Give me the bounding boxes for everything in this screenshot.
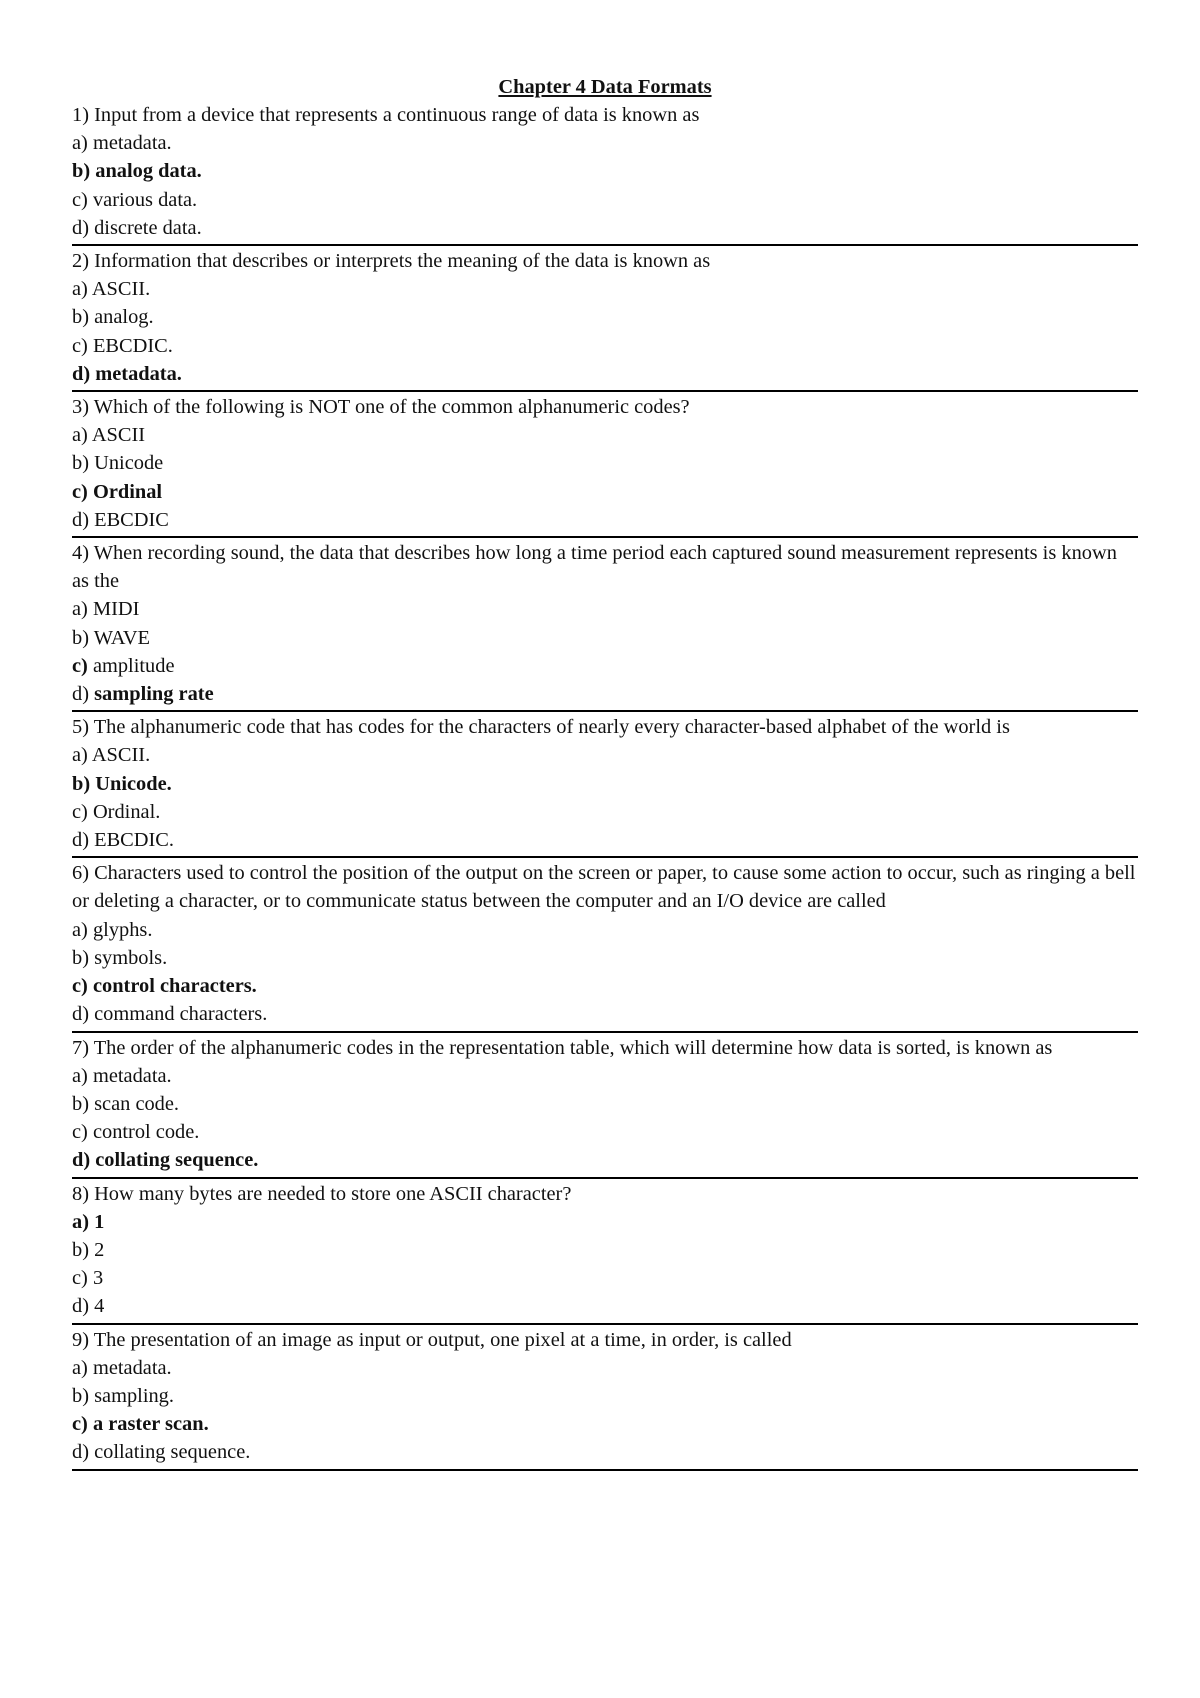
option-text: collating sequence.: [95, 1149, 259, 1172]
question-block: [72, 713, 1138, 858]
option-text: a raster scan.: [92, 1413, 209, 1436]
answer-option: [72, 1236, 1138, 1264]
option-letter: b): [72, 626, 89, 649]
answer-option: [72, 1410, 1138, 1438]
answer-option: [72, 421, 1138, 449]
answer-option: [72, 1146, 1138, 1174]
option-letter: a): [72, 918, 88, 941]
answer-option: [72, 798, 1138, 826]
option-text: amplitude: [92, 654, 175, 677]
question-block: [72, 1034, 1138, 1179]
answer-option: [72, 449, 1138, 477]
option-text: analog.: [94, 306, 154, 329]
option-letter: c): [72, 334, 88, 357]
answer-option: [72, 770, 1138, 798]
option-letter: b): [72, 1238, 89, 1261]
answer-option: [72, 1090, 1138, 1118]
answer-option: [72, 595, 1138, 623]
option-letter: a): [72, 424, 88, 447]
option-letter: c): [72, 188, 88, 211]
question-block: [72, 247, 1138, 392]
option-text: Unicode.: [95, 772, 172, 795]
option-text: MIDI: [92, 598, 140, 621]
answer-option: [72, 826, 1138, 854]
question-stem: 2) Information that describes or interprets the meaning of the data is known as: [72, 250, 711, 273]
option-letter: b): [72, 1092, 89, 1115]
option-text: WAVE: [93, 626, 150, 649]
option-letter: c): [72, 1267, 88, 1290]
option-text: Unicode: [94, 452, 164, 475]
question-stem: 9) The presentation of an image as input or output, one pixel at a time, in order, is called: [72, 1328, 792, 1351]
option-text: collating sequence.: [94, 1441, 251, 1464]
answer-option: [72, 1354, 1138, 1382]
option-letter: a): [72, 1356, 88, 1379]
question-block: [72, 1180, 1138, 1325]
answer-option: [72, 624, 1138, 652]
option-text: sampling.: [94, 1384, 174, 1407]
answer-option: [72, 741, 1138, 769]
answer-option: [72, 1438, 1138, 1466]
answer-option: [72, 944, 1138, 972]
option-text: control code.: [92, 1121, 200, 1144]
answer-option: [72, 680, 1138, 708]
option-letter: b): [72, 1384, 89, 1407]
question-stem: 4) When recording sound, the data that describes how long a time period each captured sound measurement represents is known as the: [72, 542, 1117, 593]
option-letter: b): [72, 452, 89, 475]
option-text: sampling rate: [94, 683, 214, 706]
option-text: metadata.: [92, 132, 172, 155]
option-text: 4: [94, 1295, 105, 1318]
answer-option: [72, 129, 1138, 157]
option-letter: d): [72, 1441, 89, 1464]
answer-option: [72, 1264, 1138, 1292]
answer-option: [72, 157, 1138, 185]
answer-option: [72, 506, 1138, 534]
question-block: [72, 1326, 1138, 1471]
answer-option: [72, 332, 1138, 360]
option-letter: c): [72, 800, 88, 823]
option-text: 3: [92, 1267, 104, 1290]
option-letter: d): [72, 1149, 91, 1172]
option-letter: a): [72, 132, 88, 155]
option-letter: d): [72, 508, 89, 531]
question-block: [72, 539, 1138, 712]
option-text: EBCDIC: [94, 508, 169, 531]
question-stem: 7) The order of the alphanumeric codes in the representation table, which will determine how data is sorted, is known as: [72, 1036, 1053, 1059]
option-letter: d): [72, 216, 89, 239]
option-text: Ordinal.: [92, 800, 161, 823]
option-letter: b): [72, 160, 91, 183]
answer-option: [72, 1118, 1138, 1146]
option-letter: a): [72, 598, 88, 621]
option-text: ASCII: [91, 424, 146, 447]
option-letter: c): [72, 654, 88, 677]
option-text: glyphs.: [92, 918, 153, 941]
option-letter: d): [72, 1003, 89, 1026]
answer-option: [72, 1382, 1138, 1410]
option-letter: b): [72, 306, 89, 329]
option-letter: c): [72, 975, 88, 998]
answer-option: [72, 1292, 1138, 1320]
option-text: scan code.: [94, 1092, 180, 1115]
question-stem: 8) How many bytes are needed to store one ASCII character?: [72, 1182, 572, 1205]
option-text: 2: [94, 1238, 105, 1261]
question-stem: 3) Which of the following is NOT one of the common alphanumeric codes?: [72, 396, 690, 419]
document-page: [72, 73, 1138, 1472]
document-title: Chapter 4 Data Formats: [498, 76, 712, 98]
option-text: various data.: [92, 188, 198, 211]
answer-option: [72, 360, 1138, 388]
question-list: [72, 101, 1138, 1471]
option-letter: d): [72, 683, 89, 706]
option-letter: b): [72, 772, 91, 795]
question-stem: 6) Characters used to control the position of the output on the screen or paper, to cause some action to occur, such as ringing a bell or deleting a character, or to communicate status between the computer and an I/O device are called: [72, 862, 1136, 913]
question-stem: 5) The alphanumeric code that has codes for the characters of nearly every character-based alphabet of the world is: [72, 716, 1010, 739]
question-block: [72, 393, 1138, 538]
question-block: [72, 859, 1138, 1032]
option-text: metadata.: [92, 1356, 172, 1379]
answer-option: [72, 303, 1138, 331]
option-text: metadata.: [92, 1064, 172, 1087]
option-text: command characters.: [94, 1003, 268, 1026]
option-text: discrete data.: [94, 216, 202, 239]
answer-option: [72, 478, 1138, 506]
option-letter: a): [72, 278, 88, 301]
answer-option: [72, 214, 1138, 242]
option-text: 1: [94, 1210, 105, 1233]
answer-option: [72, 186, 1138, 214]
option-text: metadata.: [95, 362, 182, 385]
option-letter: a): [72, 1210, 89, 1233]
question-block: [72, 101, 1138, 246]
answer-option: [72, 652, 1138, 680]
option-text: ASCII.: [91, 278, 151, 301]
option-letter: d): [72, 829, 89, 852]
option-letter: c): [72, 480, 88, 503]
option-letter: b): [72, 946, 89, 969]
option-letter: a): [72, 1064, 88, 1087]
answer-option: [72, 1208, 1138, 1236]
option-letter: a): [72, 744, 88, 767]
answer-option: [72, 1000, 1138, 1028]
option-text: EBCDIC.: [94, 829, 174, 852]
answer-option: [72, 275, 1138, 303]
option-text: EBCDIC.: [92, 334, 173, 357]
option-text: Ordinal: [92, 480, 163, 503]
option-text: symbols.: [94, 946, 168, 969]
option-text: analog data.: [95, 160, 202, 183]
answer-option: [72, 916, 1138, 944]
option-letter: c): [72, 1121, 88, 1144]
option-letter: d): [72, 1295, 89, 1318]
question-stem: 1) Input from a device that represents a continuous range of data is known as: [72, 104, 700, 126]
answer-option: [72, 1062, 1138, 1090]
option-text: control characters.: [92, 975, 257, 998]
option-text: ASCII.: [91, 744, 151, 767]
option-letter: c): [72, 1413, 88, 1436]
answer-option: [72, 972, 1138, 1000]
option-letter: d): [72, 362, 91, 385]
